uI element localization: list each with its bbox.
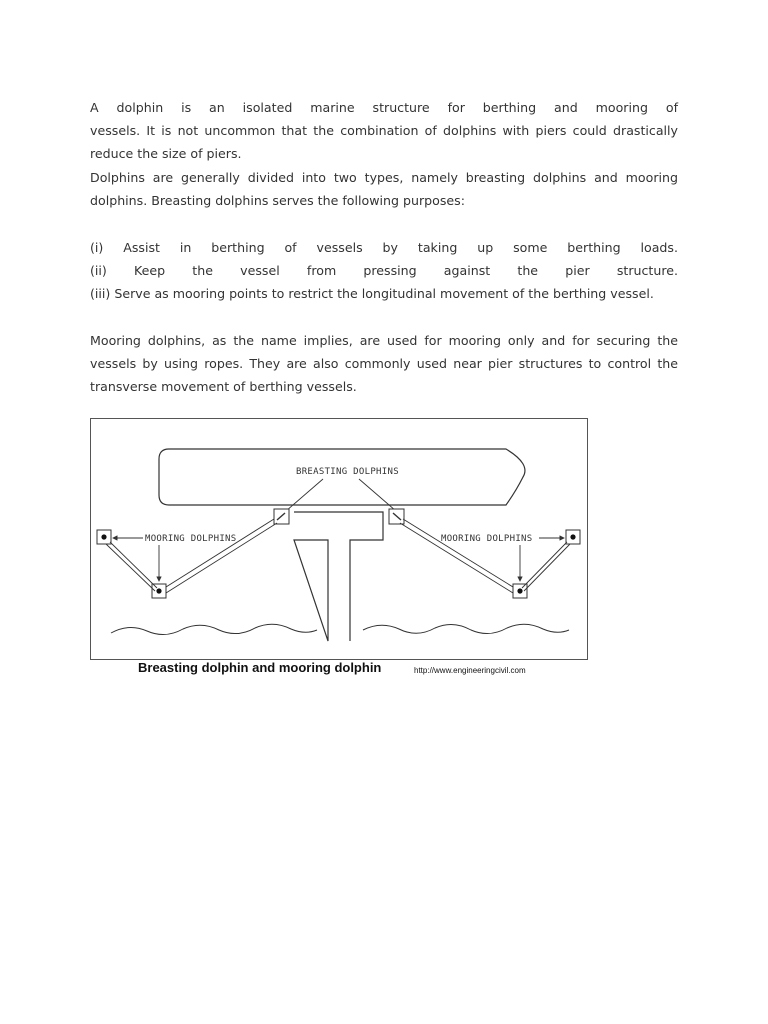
dolphin-diagram — [90, 418, 588, 660]
mooring-paragraph — [90, 329, 678, 399]
pier-structure — [294, 512, 383, 641]
mooring-dolphin-right-inner-dot — [517, 588, 522, 593]
text-line: transverse movement of berthing vessels. — [90, 379, 357, 395]
intro-paragraph — [90, 96, 678, 166]
text-line: A dolphin is an isolated marine structure for berthing and mooring of — [90, 100, 678, 115]
mooring-dolphins-label-left: MOORING DOLPHINS — [145, 534, 237, 544]
dolphin-diagram-svg — [91, 419, 589, 661]
purpose-item: (i) Assist in berthing of vessels by taking up some berthing loads. — [90, 240, 678, 255]
mooring-dolphin-left-inner-dot — [156, 588, 161, 593]
purposes-list — [90, 236, 678, 306]
purpose-item: (iii) Serve as mooring points to restrict the longitudinal movement of the berthing vessel. — [90, 286, 654, 302]
breasting-pointer-right — [359, 479, 396, 511]
figure-caption: Breasting dolphin and mooring dolphin — [138, 660, 382, 675]
breasting-pointer-left — [286, 479, 323, 511]
mooring-dolphin-left-outer-dot — [101, 534, 106, 539]
purpose-item: (ii) Keep the vessel from pressing against the pier structure. — [90, 263, 678, 279]
text-line: vessels by using ropes. They are also commonly used near pier structures to control the — [90, 356, 678, 372]
vessel-hull — [159, 449, 525, 505]
mooring-dolphin-right-outer-dot — [570, 534, 575, 539]
breasting-dolphins-label: BREASTING DOLPHINS — [296, 467, 399, 477]
text-line: Dolphins are generally divided into two types, namely breasting dolphins and mooring — [90, 170, 678, 185]
text-line: vessels. It is not uncommon that the combination of dolphins with piers could drastically — [90, 123, 678, 139]
text-line: dolphins. Breasting dolphins serves the following purposes: — [90, 193, 465, 209]
water-waves-right — [363, 624, 569, 633]
text-line: Mooring dolphins, as the name implies, are used for mooring only and for securing the — [90, 333, 678, 348]
figure-source-url: http://www.engineeringcivil.com — [414, 666, 526, 675]
mooring-dolphins-label-right: MOORING DOLPHINS — [441, 534, 533, 544]
water-waves-left — [111, 624, 317, 634]
text-line: reduce the size of piers. — [90, 146, 242, 162]
types-paragraph — [90, 166, 678, 212]
